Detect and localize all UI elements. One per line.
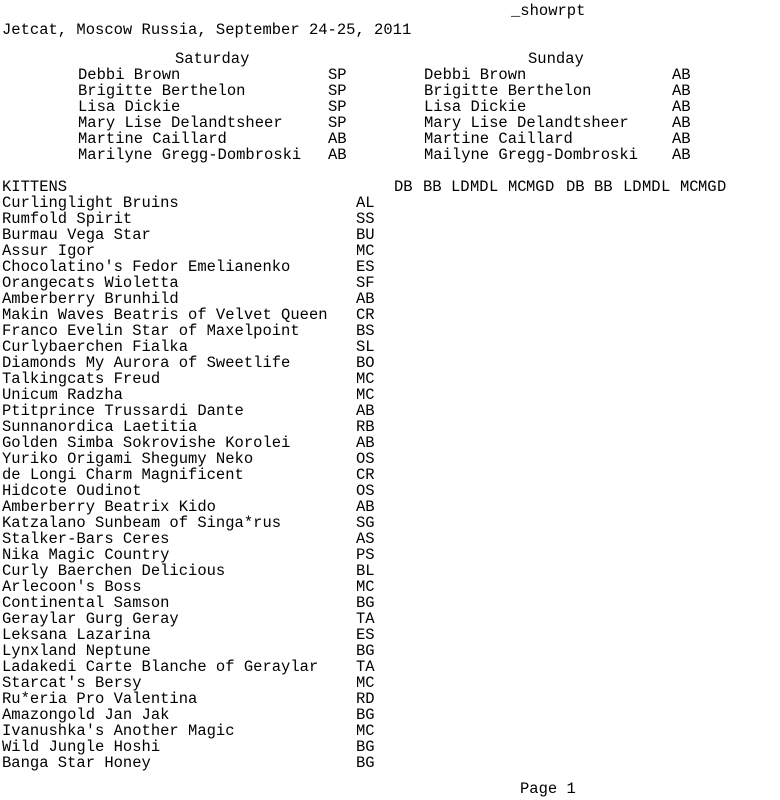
table-row-breed: MC xyxy=(356,578,375,596)
table-row-name: Talkingcats Freud xyxy=(2,370,161,388)
saturday-judge-name: Marilyne Gregg-Dombroski xyxy=(78,146,302,164)
table-row-name: Curlybaerchen Fialka xyxy=(2,338,189,356)
table-row-breed: SF xyxy=(356,274,375,292)
column-header: MD xyxy=(470,178,489,196)
sunday-judge-code: AB xyxy=(672,82,691,100)
table-row-name: Ru*eria Pro Valentina xyxy=(2,690,198,708)
table-row-name: Curly Baerchen Delicious xyxy=(2,562,226,580)
table-row-breed: BG xyxy=(356,594,375,612)
program-name: _showrpt xyxy=(511,2,586,20)
table-row-name: Banga Star Honey xyxy=(2,754,151,772)
table-row-breed: MC xyxy=(356,370,375,388)
table-row-breed: AB xyxy=(356,498,375,516)
table-row-breed: MC xyxy=(356,242,375,260)
column-header: MC xyxy=(680,178,699,196)
table-row-name: Unicum Radzha xyxy=(2,386,123,404)
saturday-judge-code: SP xyxy=(328,114,347,132)
table-row-breed: SL xyxy=(356,338,375,356)
table-row-name: Ptitprince Trussardi Dante xyxy=(2,402,244,420)
saturday-judge-name: Mary Lise Delandtsheer xyxy=(78,114,283,132)
column-header: MD xyxy=(642,178,661,196)
table-row-name: Ivanushka's Another Magic xyxy=(2,722,235,740)
table-row-breed: MC xyxy=(356,722,375,740)
table-row-breed: AS xyxy=(356,530,375,548)
column-header: MC xyxy=(508,178,527,196)
table-row-breed: AL xyxy=(356,194,375,212)
column-header: BB xyxy=(594,178,613,196)
page-title: Jetcat, Moscow Russia, September 24-25, 2011 xyxy=(2,21,412,39)
table-row-name: Starcat's Bersy xyxy=(2,674,142,692)
table-row-breed: BU xyxy=(356,226,375,244)
table-row-name: Rumfold Spirit xyxy=(2,210,133,228)
saturday-judge-name: Debbi Brown xyxy=(78,66,181,84)
sunday-judge-name: Martine Caillard xyxy=(424,130,573,148)
sunday-judge-name: Lisa Dickie xyxy=(424,98,527,116)
table-row-breed: BL xyxy=(356,562,375,580)
table-row-name: Golden Simba Sokrovishe Korolei xyxy=(2,434,291,452)
column-header: L xyxy=(661,178,671,196)
table-row-breed: BG xyxy=(356,754,375,772)
column-header: D xyxy=(717,178,727,196)
table-row-name: Continental Samson xyxy=(2,594,170,612)
table-row-name: Franco Evelin Star of Maxelpoint xyxy=(2,322,300,340)
page-number: Page 1 xyxy=(520,780,576,798)
table-row-breed: AB xyxy=(356,402,375,420)
column-header: BB xyxy=(423,178,442,196)
table-row-breed: AB xyxy=(356,290,375,308)
table-row-name: Ladakedi Carte Blanche of Geraylar xyxy=(2,658,319,676)
column-header: DB xyxy=(566,178,585,196)
table-row-name: Burmau Vega Star xyxy=(2,226,151,244)
sunday-judge-code: AB xyxy=(672,114,691,132)
sunday-judge-code: AB xyxy=(672,146,691,164)
table-row-breed: CR xyxy=(356,306,375,324)
table-row-name: Chocolatino's Fedor Emelianenko xyxy=(2,258,291,276)
table-row-breed: AB xyxy=(356,434,375,452)
table-row-breed: ES xyxy=(356,258,375,276)
table-row-breed: SS xyxy=(356,210,375,228)
sunday-judge-name: Brigitte Berthelon xyxy=(424,82,592,100)
category-heading: KITTENS xyxy=(2,178,68,196)
table-row-breed: ES xyxy=(356,626,375,644)
table-row-breed: OS xyxy=(356,482,375,500)
sunday-judge-name: Debbi Brown xyxy=(424,66,527,84)
saturday-heading: Saturday xyxy=(175,50,250,68)
column-header: L xyxy=(489,178,499,196)
table-row-breed: TA xyxy=(356,610,375,628)
table-row-name: Stalker-Bars Ceres xyxy=(2,530,170,548)
sunday-judge-name: Mailyne Gregg-Dombroski xyxy=(424,146,638,164)
column-header: MG xyxy=(698,178,717,196)
column-header: LD xyxy=(623,178,642,196)
table-row-breed: BG xyxy=(356,642,375,660)
column-header: D xyxy=(545,178,555,196)
table-row-name: Leksana Lazarina xyxy=(2,626,151,644)
saturday-judge-code: SP xyxy=(328,82,347,100)
sunday-judge-code: AB xyxy=(672,130,691,148)
table-row-breed: MC xyxy=(356,386,375,404)
table-row-breed: MC xyxy=(356,674,375,692)
table-row-name: Nika Magic Country xyxy=(2,546,170,564)
table-row-name: de Longi Charm Magnificent xyxy=(2,466,244,484)
table-row-breed: PS xyxy=(356,546,375,564)
table-row-name: Arlecoon's Boss xyxy=(2,578,142,596)
saturday-judge-code: SP xyxy=(328,98,347,116)
table-row-name: Lynxland Neptune xyxy=(2,642,151,660)
table-row-name: Assur Igor xyxy=(2,242,96,260)
table-row-breed: RD xyxy=(356,690,375,708)
table-row-name: Wild Jungle Hoshi xyxy=(2,738,161,756)
saturday-judge-name: Brigitte Berthelon xyxy=(78,82,246,100)
sunday-judge-name: Mary Lise Delandtsheer xyxy=(424,114,629,132)
table-row-breed: BG xyxy=(356,706,375,724)
table-row-breed: TA xyxy=(356,658,375,676)
table-row-name: Diamonds My Aurora of Sweetlife xyxy=(2,354,291,372)
table-row-name: Sunnanordica Laetitia xyxy=(2,418,198,436)
column-header: LD xyxy=(451,178,470,196)
table-row-name: Yuriko Origami Shegumy Neko xyxy=(2,450,254,468)
table-row-name: Orangecats Wioletta xyxy=(2,274,179,292)
saturday-judge-code: AB xyxy=(328,146,347,164)
table-row-breed: SG xyxy=(356,514,375,532)
table-row-name: Katzalano Sunbeam of Singa*rus xyxy=(2,514,282,532)
saturday-judge-name: Lisa Dickie xyxy=(78,98,181,116)
table-row-name: Geraylar Gurg Geray xyxy=(2,610,179,628)
saturday-judge-code: SP xyxy=(328,66,347,84)
table-row-name: Amberberry Brunhild xyxy=(2,290,179,308)
column-header: MG xyxy=(526,178,545,196)
sunday-judge-code: AB xyxy=(672,98,691,116)
table-row-breed: OS xyxy=(356,450,375,468)
table-row-name: Hidcote Oudinot xyxy=(2,482,142,500)
column-header: DB xyxy=(394,178,413,196)
table-row-breed: BS xyxy=(356,322,375,340)
table-row-name: Amazongold Jan Jak xyxy=(2,706,170,724)
saturday-judge-code: AB xyxy=(328,130,347,148)
table-row-breed: BO xyxy=(356,354,375,372)
table-row-name: Curlinglight Bruins xyxy=(2,194,179,212)
table-row-breed: CR xyxy=(356,466,375,484)
table-row-breed: RB xyxy=(356,418,375,436)
table-row-breed: BG xyxy=(356,738,375,756)
table-row-name: Makin Waves Beatris of Velvet Queen xyxy=(2,306,328,324)
table-row-name: Amberberry Beatrix Kido xyxy=(2,498,216,516)
sunday-judge-code: AB xyxy=(672,66,691,84)
sunday-heading: Sunday xyxy=(528,50,584,68)
saturday-judge-name: Martine Caillard xyxy=(78,130,227,148)
